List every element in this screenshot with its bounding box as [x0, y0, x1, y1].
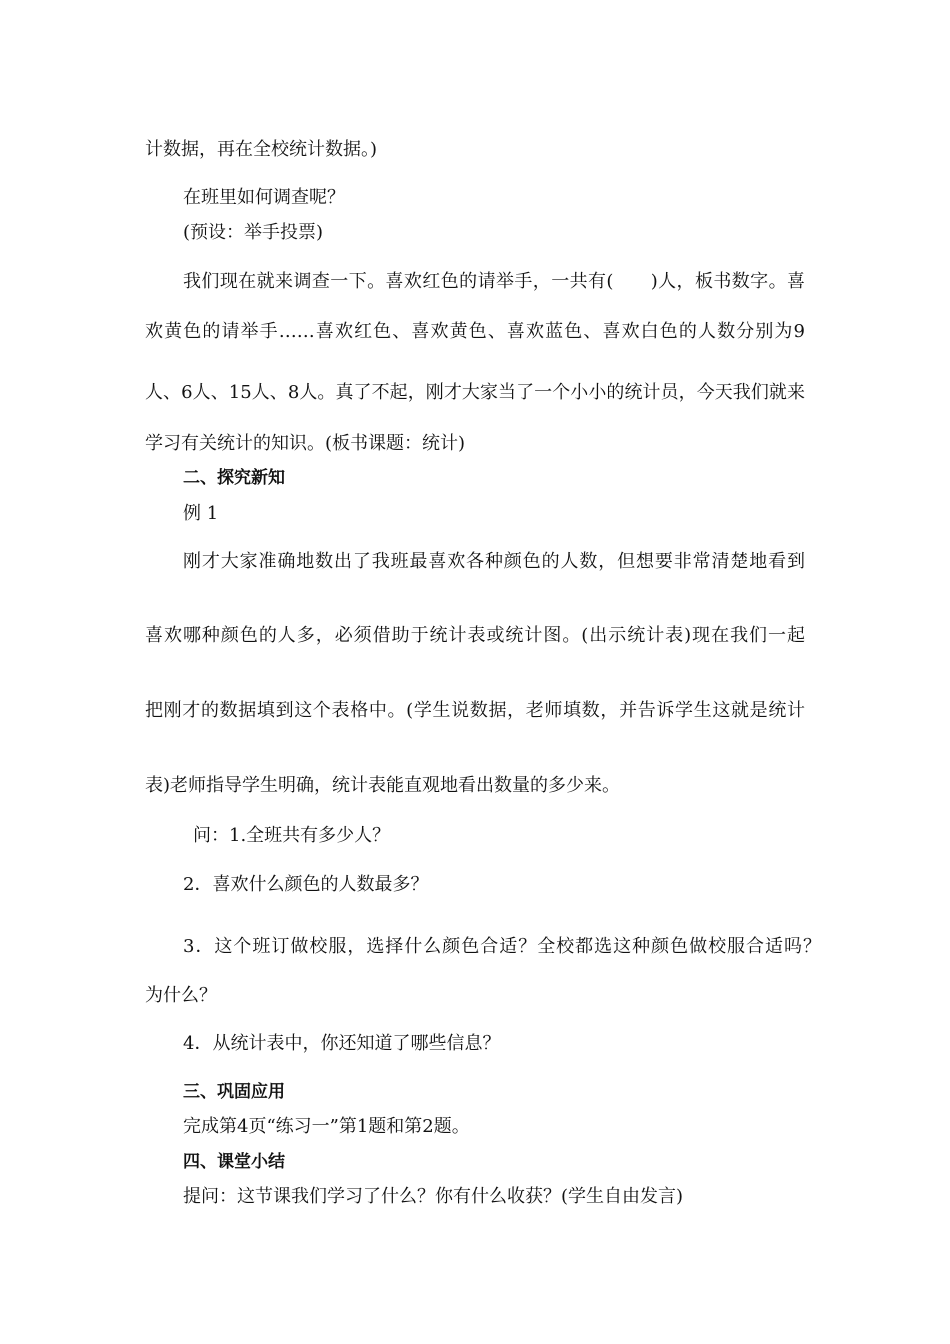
paragraph-line: 学习有关统计的知识。(板书课题：统计) — [145, 433, 466, 454]
paragraph-line: 喜欢哪种颜色的人多，必须借助于统计表或统计图。(出示统计表)现在我们一起 — [145, 625, 805, 646]
section-heading: 三、巩固应用 — [183, 1082, 285, 1102]
question-line: 4．从统计表中，你还知道了哪些信息？ — [183, 1033, 501, 1054]
example-label: 例 1 — [183, 503, 219, 524]
section-heading: 四、课堂小结 — [183, 1152, 285, 1172]
paragraph-line: 完成第4页“练习一”第1题和第2题。 — [183, 1116, 470, 1137]
paragraph-line: 我们现在就来调查一下。喜欢红色的请举手，一共有( )人，板书数字。喜 — [183, 271, 805, 292]
question-line: 问：1.全班共有多少人？ — [193, 825, 391, 846]
paragraph-line: 提问：这节课我们学习了什么？你有什么收获？(学生自由发言) — [183, 1186, 684, 1207]
question-line: 为什么？ — [145, 985, 217, 1006]
paragraph-line: 欢黄色的请举手……喜欢红色、喜欢黄色、喜欢蓝色、喜欢白色的人数分别为9 — [145, 321, 805, 342]
paragraph-line: 在班里如何调查呢？ — [183, 187, 345, 208]
paragraph-line: (预设：举手投票) — [183, 222, 324, 243]
section-heading: 二、探究新知 — [183, 468, 285, 488]
paragraph-line: 把刚才的数据填到这个表格中。(学生说数据，老师填数，并告诉学生这就是统计 — [145, 700, 805, 721]
question-line: 3．这个班订做校服，选择什么颜色合适？全校都选这种颜色做校服合适吗？ — [183, 936, 821, 957]
paragraph-line: 人、6人、15人、8人。真了不起，刚才大家当了一个小小的统计员，今天我们就来 — [145, 382, 805, 403]
paragraph-line: 刚才大家准确地数出了我班最喜欢各种颜色的人数，但想要非常清楚地看到 — [183, 551, 805, 572]
paragraph-line: 表)老师指导学生明确，统计表能直观地看出数量的多少来。 — [145, 775, 621, 796]
paragraph-line: 计数据，再在全校统计数据。) — [145, 139, 378, 160]
question-line: 2．喜欢什么颜色的人数最多？ — [183, 874, 429, 895]
